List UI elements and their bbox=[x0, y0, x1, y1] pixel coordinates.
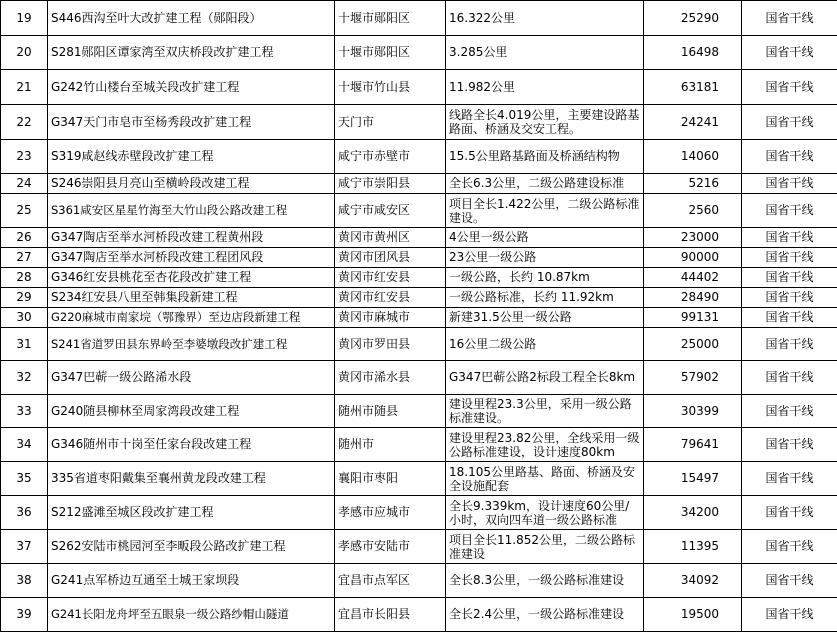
project-location: 咸宁市咸安区 bbox=[335, 194, 446, 228]
project-investment: 34200 bbox=[644, 496, 742, 530]
project-type: 国省干线 bbox=[742, 462, 837, 496]
table-row bbox=[1, 268, 837, 288]
project-name: S281郧阳区谭家湾至双庆桥段改扩建工程 bbox=[48, 36, 335, 70]
table-row bbox=[1, 328, 837, 361]
project-scale: G347巴蕲公路2标段工程全长8km bbox=[446, 361, 644, 395]
row-number: 37 bbox=[1, 530, 48, 564]
row-number: 38 bbox=[1, 564, 48, 598]
project-scale: 16公里二级公路 bbox=[446, 328, 644, 361]
project-type: 国省干线 bbox=[742, 395, 837, 428]
project-type: 国省干线 bbox=[742, 288, 837, 308]
project-investment: 25000 bbox=[644, 328, 742, 361]
row-number: 28 bbox=[1, 268, 48, 288]
project-investment: 28490 bbox=[644, 288, 742, 308]
project-investment: 14060 bbox=[644, 140, 742, 174]
project-type: 国省干线 bbox=[742, 268, 837, 288]
project-type: 国省干线 bbox=[742, 428, 837, 462]
row-number: 22 bbox=[1, 105, 48, 140]
project-investment: 24241 bbox=[644, 105, 742, 140]
project-scale: 3.285公里 bbox=[446, 36, 644, 70]
project-name: G241长阳龙舟坪至五眼泉一级公路纱帽山隧道 bbox=[48, 598, 335, 632]
project-location: 十堰市竹山县 bbox=[335, 70, 446, 105]
row-number: 36 bbox=[1, 496, 48, 530]
project-investment: 30399 bbox=[644, 395, 742, 428]
row-number: 29 bbox=[1, 288, 48, 308]
project-type: 国省干线 bbox=[742, 598, 837, 632]
project-investment: 79641 bbox=[644, 428, 742, 462]
project-name: G346随州市十岗至任家台段改建工程 bbox=[48, 428, 335, 462]
project-scale: 全长8.3公里，一级公路标准建设 bbox=[446, 564, 644, 598]
project-type: 国省干线 bbox=[742, 530, 837, 564]
project-type: 国省干线 bbox=[742, 194, 837, 228]
table-row bbox=[1, 70, 837, 105]
table-row bbox=[1, 194, 837, 228]
project-table-body bbox=[1, 1, 837, 632]
project-investment: 11395 bbox=[644, 530, 742, 564]
project-scale: 全长9.339km，设计速度60公里/小时，双向四车道一级公路标准 bbox=[446, 496, 644, 530]
project-type: 国省干线 bbox=[742, 36, 837, 70]
table-row bbox=[1, 530, 837, 564]
table-row bbox=[1, 361, 837, 395]
project-name: S212盛滩至城区段改扩建工程 bbox=[48, 496, 335, 530]
project-location: 黄冈市罗田县 bbox=[335, 328, 446, 361]
table-row bbox=[1, 228, 837, 248]
table-row bbox=[1, 288, 837, 308]
project-type: 国省干线 bbox=[742, 564, 837, 598]
row-number: 21 bbox=[1, 70, 48, 105]
row-number: 39 bbox=[1, 598, 48, 632]
table-row bbox=[1, 248, 837, 268]
project-name: S262安陆市桃园河至李畈段公路改扩建工程 bbox=[48, 530, 335, 564]
row-number: 30 bbox=[1, 308, 48, 328]
project-investment: 90000 bbox=[644, 248, 742, 268]
table-row bbox=[1, 462, 837, 496]
project-name: G240随县柳林至周家湾段改建工程 bbox=[48, 395, 335, 428]
project-name: G347陶店至举水河桥段改建工程团风段 bbox=[48, 248, 335, 268]
row-number: 26 bbox=[1, 228, 48, 248]
row-number: 32 bbox=[1, 361, 48, 395]
row-number: 24 bbox=[1, 174, 48, 194]
project-type: 国省干线 bbox=[742, 361, 837, 395]
project-location: 宜昌市长阳县 bbox=[335, 598, 446, 632]
project-type: 国省干线 bbox=[742, 496, 837, 530]
project-location: 黄冈市麻城市 bbox=[335, 308, 446, 328]
row-number: 25 bbox=[1, 194, 48, 228]
project-name: G347天门市皂市至杨秀段改扩建工程 bbox=[48, 105, 335, 140]
row-number: 27 bbox=[1, 248, 48, 268]
table-row bbox=[1, 1, 837, 36]
project-location: 襄阳市枣阳 bbox=[335, 462, 446, 496]
table-row bbox=[1, 598, 837, 632]
project-name: S446西沟至叶大改扩建工程（郧阳段） bbox=[48, 1, 335, 36]
project-type: 国省干线 bbox=[742, 1, 837, 36]
project-location: 黄冈市红安县 bbox=[335, 268, 446, 288]
table-row bbox=[1, 174, 837, 194]
project-location: 孝感市安陆市 bbox=[335, 530, 446, 564]
row-number: 20 bbox=[1, 36, 48, 70]
project-name: S246崇阳县月亮山至横岭段改建工程 bbox=[48, 174, 335, 194]
project-scale: 全长2.4公里，一级公路标准建设 bbox=[446, 598, 644, 632]
project-name: G347陶店至举水河桥段改建工程黄州段 bbox=[48, 228, 335, 248]
project-scale: 11.982公里 bbox=[446, 70, 644, 105]
table-row bbox=[1, 105, 837, 140]
project-scale: 线路全长4.019公里，主要建设路基路面、桥涵及交安工程。 bbox=[446, 105, 644, 140]
table-row bbox=[1, 36, 837, 70]
project-investment: 16498 bbox=[644, 36, 742, 70]
table-row bbox=[1, 496, 837, 530]
project-scale: 新建31.5公里一级公路 bbox=[446, 308, 644, 328]
project-name: G347巴蕲一级公路浠水段 bbox=[48, 361, 335, 395]
project-name: S234红安县八里至韩集段新建工程 bbox=[48, 288, 335, 308]
table-row bbox=[1, 428, 837, 462]
project-name: 335省道枣阳戴集至襄州黄龙段改建工程 bbox=[48, 462, 335, 496]
project-location: 咸宁市崇阳县 bbox=[335, 174, 446, 194]
project-investment: 2560 bbox=[644, 194, 742, 228]
project-type: 国省干线 bbox=[742, 174, 837, 194]
project-scale: 18.105公里路基、路面、桥涵及安全设施配套 bbox=[446, 462, 644, 496]
project-name: G241点军桥边互通至土城王家坝段 bbox=[48, 564, 335, 598]
project-investment: 63181 bbox=[644, 70, 742, 105]
project-location: 黄冈市黄州区 bbox=[335, 228, 446, 248]
project-type: 国省干线 bbox=[742, 105, 837, 140]
project-location: 孝感市应城市 bbox=[335, 496, 446, 530]
project-name: S241省道罗田县东界岭至李婆墩段改扩建工程 bbox=[48, 328, 335, 361]
project-investment: 25290 bbox=[644, 1, 742, 36]
row-number: 31 bbox=[1, 328, 48, 361]
project-location: 黄冈市红安县 bbox=[335, 288, 446, 308]
project-scale: 项目全长11.852公里，二级公路标准建设 bbox=[446, 530, 644, 564]
project-scale: 建设里程23.82公里，全线采用一级公路标准建设，设计速度80km bbox=[446, 428, 644, 462]
project-investment: 99131 bbox=[644, 308, 742, 328]
project-location: 咸宁市赤壁市 bbox=[335, 140, 446, 174]
row-number: 23 bbox=[1, 140, 48, 174]
row-number: 19 bbox=[1, 1, 48, 36]
project-location: 黄冈市浠水县 bbox=[335, 361, 446, 395]
project-scale: 项目全长1.422公里，二级公路标准建设。 bbox=[446, 194, 644, 228]
project-scale: 全长6.3公里，二级公路建设标准 bbox=[446, 174, 644, 194]
project-scale: 一级公路标准，长约 11.92km bbox=[446, 288, 644, 308]
project-location: 随州市 bbox=[335, 428, 446, 462]
project-name: S319咸赵线赤壁段改扩建工程 bbox=[48, 140, 335, 174]
table-row bbox=[1, 140, 837, 174]
project-type: 国省干线 bbox=[742, 140, 837, 174]
row-number: 33 bbox=[1, 395, 48, 428]
project-name: G220麻城市南家垸（鄂豫界）至边店段新建工程 bbox=[48, 308, 335, 328]
project-name: G242竹山楼台至城关段改扩建工程 bbox=[48, 70, 335, 105]
project-name: S361咸安区星星竹海至大竹山段公路改建工程 bbox=[48, 194, 335, 228]
project-scale: 一级公路，长约 10.87km bbox=[446, 268, 644, 288]
table-row bbox=[1, 308, 837, 328]
project-investment: 19500 bbox=[644, 598, 742, 632]
project-type: 国省干线 bbox=[742, 308, 837, 328]
project-type: 国省干线 bbox=[742, 248, 837, 268]
project-name: G346红安县桃花至杏花段改扩建工程 bbox=[48, 268, 335, 288]
project-scale: 23公里一级公路 bbox=[446, 248, 644, 268]
project-location: 宜昌市点军区 bbox=[335, 564, 446, 598]
project-investment: 34092 bbox=[644, 564, 742, 598]
project-location: 天门市 bbox=[335, 105, 446, 140]
project-scale: 建设里程23.3公里，采用一级公路标准建设。 bbox=[446, 395, 644, 428]
project-investment: 5216 bbox=[644, 174, 742, 194]
table-row bbox=[1, 564, 837, 598]
project-type: 国省干线 bbox=[742, 228, 837, 248]
project-location: 黄冈市团风县 bbox=[335, 248, 446, 268]
project-location: 十堰市郧阳区 bbox=[335, 1, 446, 36]
project-type: 国省干线 bbox=[742, 70, 837, 105]
table-row bbox=[1, 395, 837, 428]
project-investment: 23000 bbox=[644, 228, 742, 248]
project-scale: 15.5公里路基路面及桥涵结构物 bbox=[446, 140, 644, 174]
project-type: 国省干线 bbox=[742, 328, 837, 361]
row-number: 34 bbox=[1, 428, 48, 462]
project-location: 十堰市郧阳区 bbox=[335, 36, 446, 70]
project-investment: 44402 bbox=[644, 268, 742, 288]
project-location: 随州市随县 bbox=[335, 395, 446, 428]
row-number: 35 bbox=[1, 462, 48, 496]
project-investment: 15497 bbox=[644, 462, 742, 496]
project-scale: 16.322公里 bbox=[446, 1, 644, 36]
project-investment: 57902 bbox=[644, 361, 742, 395]
project-scale: 4公里一级公路 bbox=[446, 228, 644, 248]
